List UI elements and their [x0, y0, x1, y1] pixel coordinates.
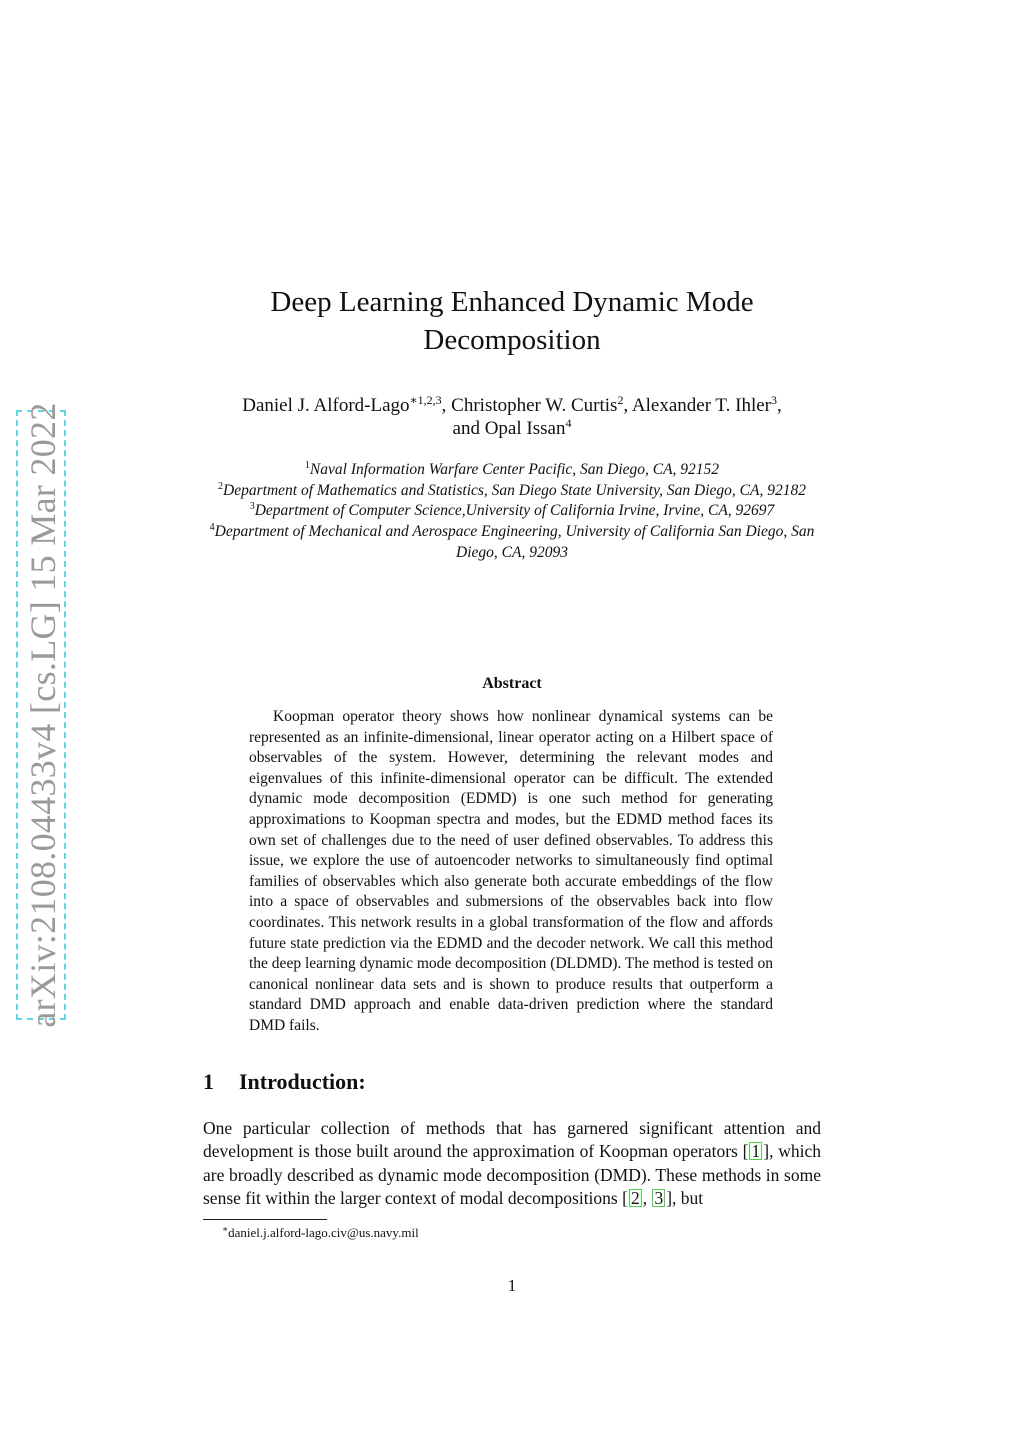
affiliation-mark: 3 [249, 501, 255, 513]
arxiv-identifier: arXiv:2108.04433v4 [cs.LG] 15 Mar 2022 [23, 402, 63, 1028]
section-title: Introduction: [239, 1069, 366, 1094]
intro-paragraph: One particular collection of methods that has garnered significant attention and development is those built around the approximation of Koopman operators [ 1 ], which are broadly described as dynamic mode decomposition (DMD). These methods in some sense fit within the larger context of modal decompositions [ 2 , 3 ], but [203, 1118, 821, 1208]
affiliation-mark: 1 [304, 460, 310, 471]
author-separator: , [776, 395, 782, 416]
affiliation [200, 460, 824, 481]
author-name: and Opal Issan [452, 418, 566, 439]
footnote-email: daniel.j.alford-lago.civ@us.navy.mil [228, 1225, 419, 1240]
affiliation-text: Naval Information Warfare Center Pacific, San Diego, CA, 92152 [309, 461, 720, 478]
affiliation [200, 522, 824, 563]
author-affil-mark: 4 [565, 416, 572, 430]
footnote-mark: ∗ [222, 1224, 229, 1234]
section-number: 1 [203, 1069, 214, 1094]
citation-separator: , [642, 1187, 652, 1208]
author-affil-mark: ∗1,2,3 [409, 393, 442, 407]
footnote [222, 1225, 419, 1241]
affiliation [200, 481, 824, 502]
body-text: , which are broadly described as dynamic mode decomposition (DMD). These methods in some sense fit within the larger context of modal decompositions [203, 1141, 821, 1208]
affiliation-text: Department of Computer Science,University of California Irvine, Irvine, CA, 92697 [254, 502, 775, 520]
body-text: , but [672, 1187, 704, 1208]
citation-link[interactable]: 2 [630, 1187, 640, 1208]
author-affil-mark: 3 [770, 393, 777, 407]
author-name: , Alexander T. Ihler [623, 395, 771, 416]
abstract-heading: Abstract [482, 675, 542, 692]
author-list [190, 394, 834, 440]
citation-link[interactable]: 1 [751, 1141, 761, 1162]
abstract-text: Koopman operator theory shows how nonlinear dynamical systems can be represented as an infinite-dimensional, linear operator acting on a Hilbert space of observables of the system. However, determining the relevant modes and eigenvalues of this infinite-dimensional operator can be difficult. The extended dynamic mode decomposition (EDMD) is one such method for generating approximations to Koopman spectra and modes, but the EDMD method faces its own set of challenges due to the need of user defined observables. To address this issue, we explore the use of autoencoder networks to simultaneously find optimal families of observables which also generate both accurate embeddings of the flow into a space of observables and submersions of the observables back into flow coordinates. This network results in a global transformation of the flow and affords future state prediction via the EDMD and the decoder network. We call this method the deep learning dynamic mode decomposition (DLDMD). The method is tested on canonical nonlinear data sets and is shown to produce results that outperform a standard DMD approach and enable data-driven prediction where the standard DMD fails. [249, 708, 774, 1034]
affiliation-mark: 4 [209, 522, 215, 534]
affiliation-mark: 2 [218, 480, 224, 492]
affiliation [200, 501, 824, 522]
author-name: , Christopher W. Curtis [441, 395, 618, 416]
footnote-divider [203, 1219, 327, 1220]
body-text: One particular collection of methods that has garnered significant attention and development is those built around the approximation of Koopman operators [203, 1118, 821, 1162]
paper-title: Deep Learning Enhanced Dynamic Mode Decomposition [270, 286, 754, 356]
section-heading [203, 1069, 366, 1095]
page-number: 1 [507, 1276, 517, 1295]
affiliation-text: Department of Mechanical and Aerospace Engineering, University of California San Diego, San Diego, CA, 92093 [214, 523, 815, 561]
affiliation-list [200, 460, 824, 564]
affiliation-text: Department of Mathematics and Statistics, San Diego State University, San Diego, CA, 92182 [223, 481, 806, 499]
author-name: Daniel J. Alford-Lago [242, 395, 410, 416]
citation-link[interactable]: 3 [654, 1187, 664, 1208]
author-affil-mark: 2 [617, 393, 624, 407]
